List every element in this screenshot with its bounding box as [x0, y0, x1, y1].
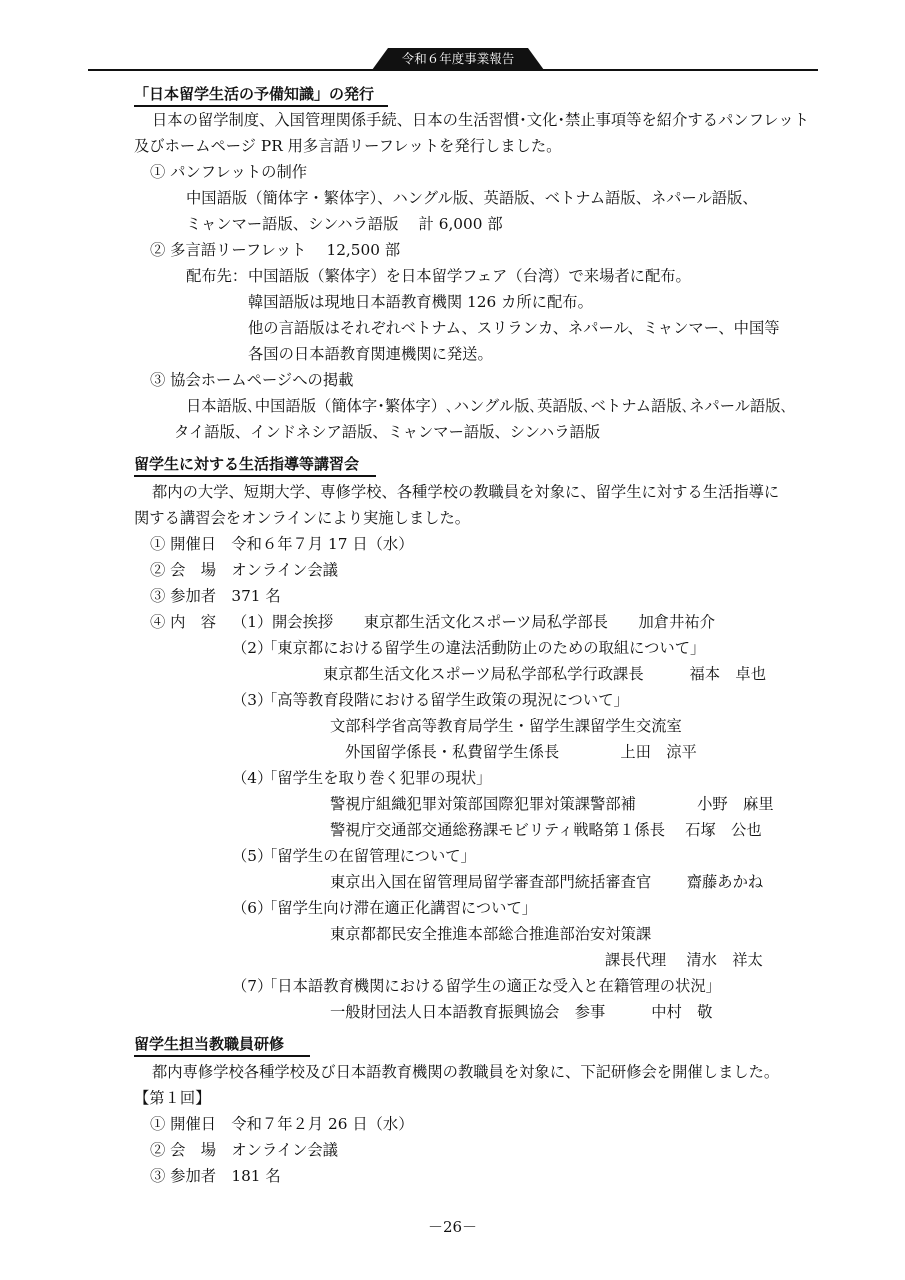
section1-item2-title: ② 多言語リーフレット 12,500 部 [150, 241, 401, 259]
section1-heading-underline [134, 105, 388, 107]
section1-item3-line: タイ語版、インドネシア語版、ミャンマー語版、シンハラ語版 [174, 423, 601, 441]
section1-item2-dist-line: 各国の日本語教育関連機関に発送。 [248, 345, 493, 363]
section1-item1-line: ミャンマー語版、シンハラ語版 計 6,000 部 [186, 215, 503, 233]
program-speaker: 文部科学省高等教育局学生・留学生課留学生交流室 [330, 717, 682, 735]
section3-item-venue: ② 会 場 オンライン会議 [150, 1141, 338, 1159]
program-speaker: 東京出入国在留管理局留学審査部門統括審査官 齋藤あかね [330, 873, 764, 891]
header-title: 令和６年度事業報告 [401, 51, 515, 66]
section1-item3-line: 日本語版､中国語版（簡体字･繁体字）､ハングル版､英語版､ベトナム語版､ネパール語版､ [186, 397, 789, 415]
section1-item2-dist-line: 他の言語版はそれぞれベトナム、スリランカ、ネパール、ミャンマー、中国等 [248, 319, 780, 337]
program-item: 開会挨拶 東京都生活文化スポーツ局私学部長 加倉井祐介 [272, 613, 715, 631]
section1-item1-title: ① パンフレットの制作 [150, 163, 308, 181]
section1-item2-dist-line: 韓国語版は現地日本語教育機関 126 カ所に配布。 [248, 293, 593, 311]
program-item: 「東京都における留学生の違法活動防止のための取組について」 [262, 639, 706, 657]
program-item: 「日本語教育機関における留学生の適正な受入と在籍管理の状況」 [262, 977, 721, 995]
section3-heading-underline [134, 1055, 310, 1057]
program-item: 「留学生の在留管理について」 [262, 847, 476, 865]
section2-item-participants: ③ 参加者 371 名 [150, 587, 281, 605]
section1-item2-dist-label: 配布先： [186, 267, 248, 285]
program-item: 「高等教育段階における留学生政策の現況について」 [262, 691, 629, 709]
section2-heading: 留学生に対する生活指導等講習会 [134, 455, 360, 473]
program-item: 「留学生向け滞在適正化講習について」 [262, 899, 538, 917]
program-speaker: 東京都都民安全推進本部総合推進部治安対策課 [330, 925, 652, 943]
section3-session: 【第１回】 [134, 1089, 211, 1107]
section2-content-label: ④ 内 容 [150, 613, 217, 631]
program-speaker: 警視庁組織犯罪対策部国際犯罪対策課警部補 小野 麻里 [330, 795, 774, 813]
page-number: －26－ [427, 1218, 478, 1236]
program-speaker: 課長代理 清水 祥太 [605, 951, 763, 969]
section2-item-venue: ② 会 場 オンライン会議 [150, 561, 338, 579]
program-num: （2） [232, 639, 273, 657]
section2-intro-line: 都内の大学、短期大学、専修学校、各種学校の教職員を対象に、留学生に対する生活指導に [152, 483, 780, 501]
section1-item3-title: ③ 協会ホームページへの掲載 [150, 371, 354, 389]
program-speaker: 一般財団法人日本語教育振興協会 参事 中村 敬 [330, 1003, 713, 1021]
program-speaker: 東京都生活文化スポーツ局私学部私学行政課長 福本 卓也 [323, 665, 766, 683]
section1-intro-line: 及びホームページ PR 用多言語リーフレットを発行しました。 [134, 137, 562, 155]
section3-item-participants: ③ 参加者 181 名 [150, 1167, 281, 1185]
program-item: 「留学生を取り巻く犯罪の現状」 [262, 769, 492, 787]
program-num: （7） [232, 977, 273, 995]
program-num: （6） [232, 899, 273, 917]
section2-item-date: ① 開催日 令和６年７月 17 日（水） [150, 535, 414, 553]
program-num: （4） [232, 769, 273, 787]
program-num: （5） [232, 847, 273, 865]
program-speaker: 警視庁交通部交通総務課モビリティ戦略第１係長 石塚 公也 [330, 821, 762, 839]
section3-intro: 都内専修学校各種学校及び日本語教育機関の教職員を対象に、下記研修会を開催しました。 [152, 1063, 780, 1081]
program-num: （1） [232, 613, 273, 631]
program-num: （3） [232, 691, 273, 709]
section2-heading-underline [134, 475, 376, 477]
section1-item2-dist-line: 中国語版（繁体字）を日本留学フェア（台湾）で来場者に配布。 [248, 267, 691, 285]
section1-intro-line: 日本の留学制度、入国管理関係手続、日本の生活習慣･文化･禁止事項等を紹介するパンフレット [152, 111, 810, 129]
section1-heading: 「日本留学生活の予備知識」の発行 [134, 85, 375, 103]
program-speaker: 外国留学係長・私費留学生係長 上田 涼平 [345, 743, 697, 761]
section1-item1-line: 中国語版（簡体字・繁体字）、ハングル版、英語版、ベトナム語版、ネパール語版、 [186, 189, 758, 207]
section2-intro-line: 関する講習会をオンラインにより実施しました。 [134, 509, 471, 527]
section3-heading: 留学生担当教職員研修 [134, 1035, 285, 1053]
section3-item-date: ① 開催日 令和７年２月 26 日（水） [150, 1115, 414, 1133]
